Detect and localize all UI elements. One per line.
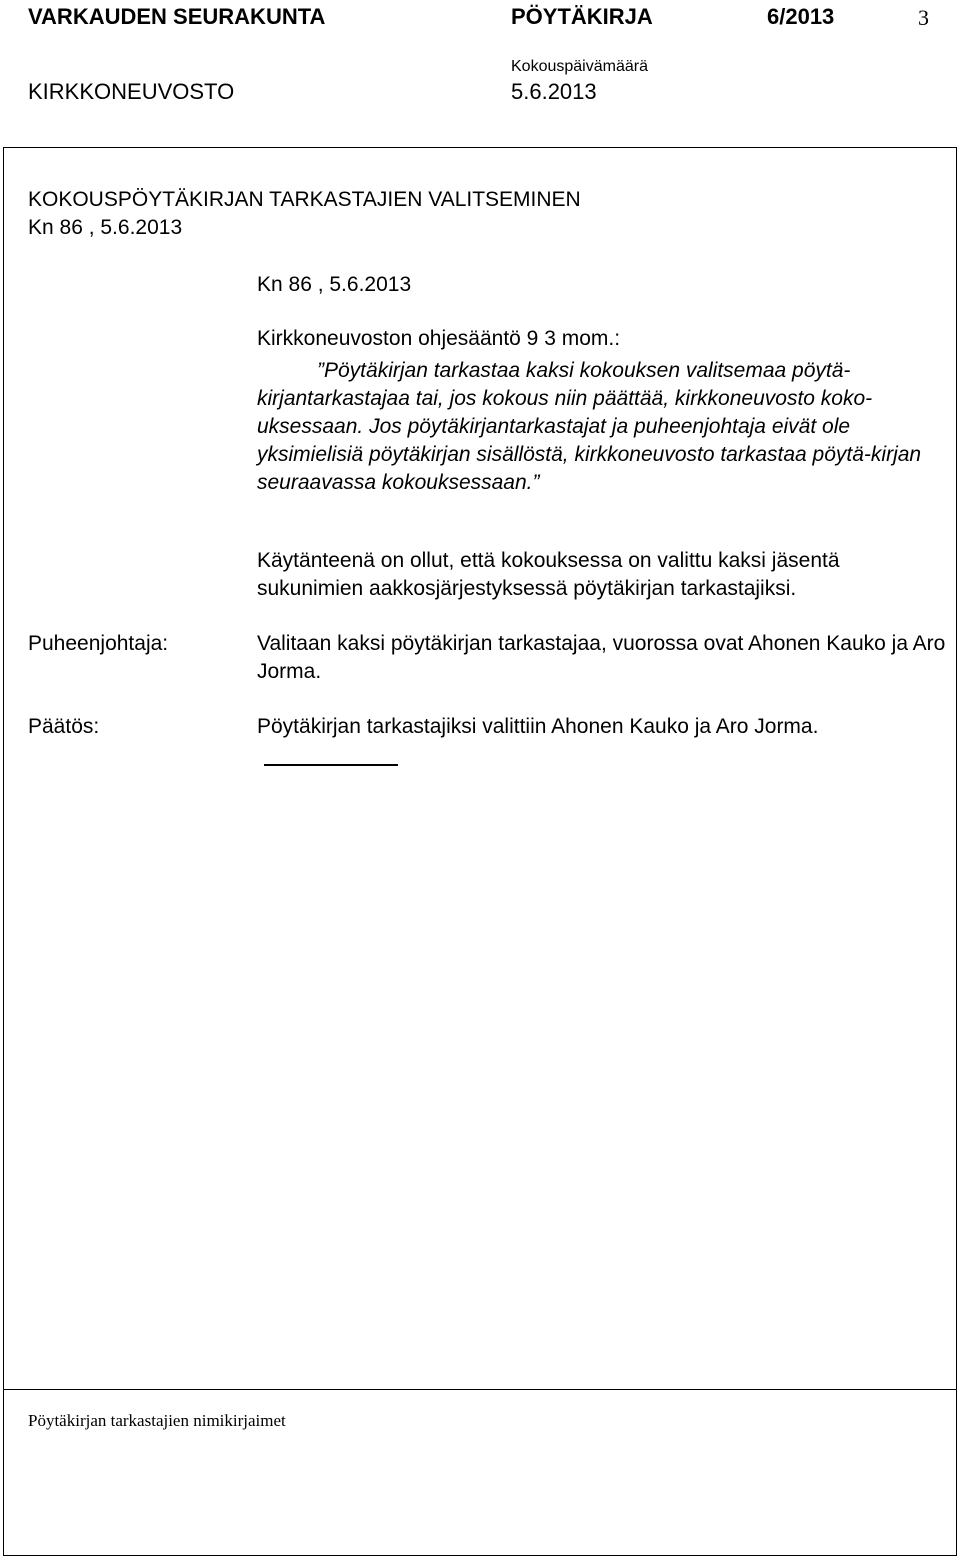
section-title: KOKOUSPÖYTÄKIRJAN TARKASTAJIEN VALITSEMINEN	[28, 188, 581, 211]
date-label: Kokouspäivämäärä	[511, 58, 648, 75]
rule-reference: Kirkkoneuvoston ohjesääntö 9 3 mom.:	[257, 327, 621, 350]
document-number: 6/2013	[767, 4, 835, 29]
section-reference: Kn 86 , 5.6.2013	[28, 216, 183, 239]
quoted-rule	[257, 357, 947, 497]
decision-text: Pöytäkirjan tarkastajiksi valittiin Ahonen Kauko ja Aro Jorma.	[257, 715, 819, 738]
quoted-rule-first-line: ”Pöytäkirjan tarkastaa kaksi kokouksen valitsemaa pöytä-	[317, 359, 851, 382]
decision-label: Päätös:	[28, 715, 100, 738]
governing-body: KIRKKONEUVOSTO	[28, 79, 235, 104]
end-of-section-rule	[264, 764, 398, 766]
signatures-label: Pöytäkirjan tarkastajien nimikirjaimet	[28, 1411, 286, 1430]
chair-label: Puheenjohtaja:	[28, 632, 169, 655]
organization-name: VARKAUDEN SEURAKUNTA	[28, 4, 326, 29]
quoted-rule-body: kirjantarkastajaa tai, jos kokous niin päättää, kirkkoneuvosto koko-uksessaan. Jos pöytäkirjantarkastajat ja puheenjohtaja eivät ole yksimielisiä pöytäkirjan sisällöstä, kirkkoneuvosto tarkastaa pöytä-kirjan seuraavassa kokouksessaan.”	[257, 387, 922, 494]
footer-divider	[3, 1389, 957, 1390]
meeting-date: 5.6.2013	[511, 79, 597, 104]
document-type: PÖYTÄKIRJA	[511, 4, 653, 29]
practice-paragraph: Käytänteenä on ollut, että kokouksessa on valittu kaksi jäsentä sukunimien aakkosjärjestyksessä pöytäkirjan tarkastajiksi.	[257, 549, 840, 600]
inner-reference: Kn 86 , 5.6.2013	[257, 273, 412, 296]
chair-proposal: Valitaan kaksi pöytäkirjan tarkastajaa, vuorossa ovat Ahonen Kauko ja Aro Jorma.	[257, 632, 946, 683]
page-number: 3	[918, 5, 929, 30]
